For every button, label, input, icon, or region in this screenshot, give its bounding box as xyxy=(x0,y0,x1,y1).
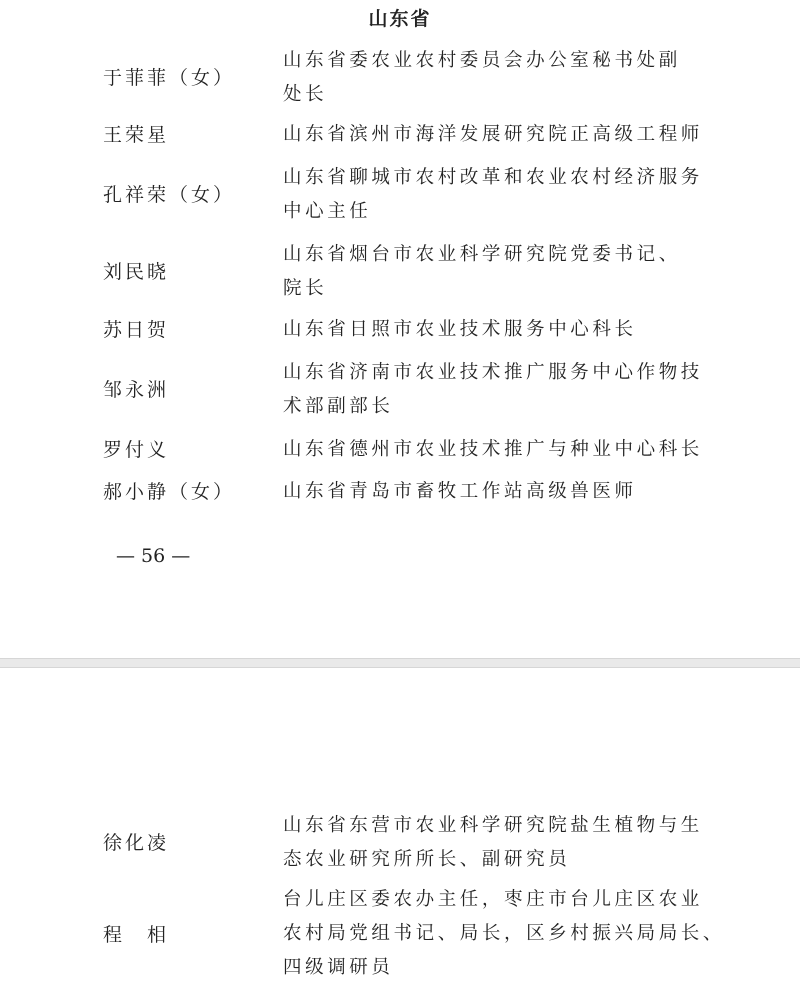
person-name: 孔祥荣（女） xyxy=(103,184,236,206)
person-name: 王荣星 xyxy=(103,124,170,146)
section-title-province: 山东省 xyxy=(368,8,432,30)
page-number: — 56 — xyxy=(116,545,191,567)
title-line: 台儿庄区委农办主任，枣庄市台儿庄区农业 xyxy=(283,889,703,910)
page-separator xyxy=(0,658,800,668)
title-line: 山东省青岛市畜牧工作站高级兽医师 xyxy=(283,481,637,502)
person-title xyxy=(283,433,703,467)
title-line: 院长 xyxy=(283,278,328,299)
document-page-next xyxy=(0,668,800,990)
title-line: 山东省聊城市农村改革和农业农村经济服务 xyxy=(283,167,703,188)
person-name: 于菲菲（女） xyxy=(103,67,236,89)
person-name: 郝小静（女） xyxy=(103,481,236,503)
title-line: 山东省济南市农业技术推广服务中心作物技 xyxy=(283,362,703,383)
title-line: 山东省德州市农业技术推广与种业中心科长 xyxy=(283,439,703,460)
title-line: 农村局党组书记、局长，区乡村振兴局局长、 xyxy=(283,923,726,944)
title-line: 山东省烟台市农业科学研究院党委书记、 xyxy=(283,244,681,265)
title-line: 态农业研究所所长、副研究员 xyxy=(283,849,571,870)
person-name: 苏日贺 xyxy=(103,319,170,341)
person-title xyxy=(283,313,703,347)
title-line: 处长 xyxy=(283,84,328,105)
title-line: 四级调研员 xyxy=(283,957,394,978)
person-title xyxy=(283,356,703,424)
person-title xyxy=(283,118,703,152)
person-title xyxy=(283,809,703,877)
person-title xyxy=(283,161,703,229)
title-line: 山东省委农业农村委员会办公室秘书处副 xyxy=(283,50,681,71)
person-name: 罗付义 xyxy=(103,439,170,461)
person-name: 刘民晓 xyxy=(103,261,170,283)
title-line: 山东省滨州市海洋发展研究院正高级工程师 xyxy=(283,124,703,145)
person-name: 徐化凌 xyxy=(103,832,170,854)
title-line: 中心主任 xyxy=(283,201,372,222)
title-line: 术部副部长 xyxy=(283,396,394,417)
person-title xyxy=(283,883,726,985)
person-name: 邹永洲 xyxy=(103,379,170,401)
person-title xyxy=(283,238,703,306)
person-title xyxy=(283,475,703,509)
person-title xyxy=(283,44,703,112)
person-name: 程 相 xyxy=(103,924,170,946)
title-line: 山东省东营市农业科学研究院盐生植物与生 xyxy=(283,815,703,836)
title-line: 山东省日照市农业技术服务中心科长 xyxy=(283,319,637,340)
